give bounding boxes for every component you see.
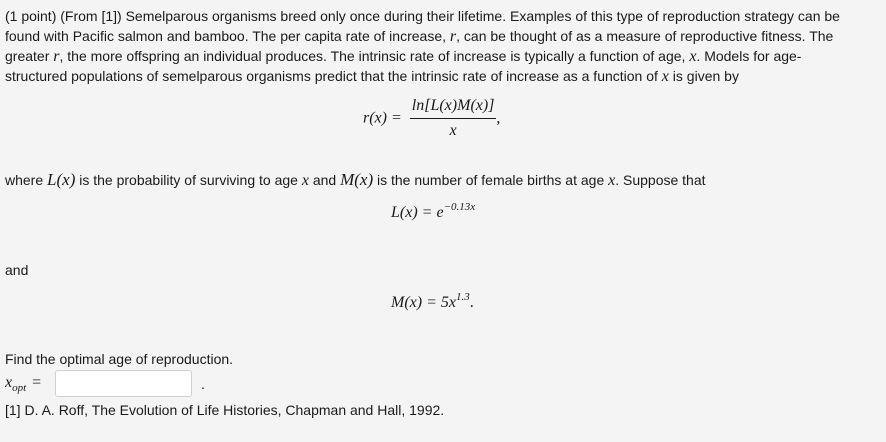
answer-input[interactable]	[55, 370, 192, 397]
intro-line-1	[5, 6, 840, 26]
L-formula-lhs: L(x) = e	[391, 204, 444, 221]
M-formula-period: .	[469, 294, 474, 311]
and-text: and	[5, 262, 29, 278]
M-formula-exponent: 1.3	[455, 291, 470, 303]
where-text-5: . Suppose that	[615, 172, 706, 188]
M-formula	[391, 291, 474, 312]
intro-line-4	[5, 66, 739, 87]
where-text-2: is the probability of surviving to age	[75, 172, 302, 188]
answer-period: .	[201, 376, 205, 392]
intro-line-2	[5, 26, 833, 47]
intro-text-6: . Models for age-	[696, 48, 802, 64]
r-formula-comma: ,	[496, 109, 501, 127]
answer-equals: =	[32, 374, 42, 391]
L-formula-exponent: −0.13x	[443, 201, 476, 213]
intro-line-3	[5, 46, 801, 67]
variable-x: x	[608, 172, 616, 189]
intro-text-7: structured populations of semelparous organisms predict that the intrinsic rate of increase as a function of	[5, 68, 662, 84]
variable-r: r	[449, 28, 457, 45]
r-formula-numerator: ln[L(x)M(x)]	[410, 97, 497, 119]
variable-x: x	[689, 48, 697, 65]
r-formula-fraction	[410, 97, 497, 140]
reference-text: [1] D. A. Roff, The Evolution of Life Histories, Chapman and Hall, 1992.	[5, 402, 445, 418]
variable-x: x	[661, 68, 669, 85]
intro-text-1: (From [1]) Semelparous organisms breed only once during their lifetime. Examples of this type of reproduction strategy can be	[56, 8, 840, 24]
answer-var: x	[5, 374, 13, 391]
intro-text-3: , can be thought of as a measure of reproductive fitness. The	[456, 28, 834, 44]
intro-text-8: is given by	[668, 68, 739, 84]
M-formula-lhs: M(x) = 5x	[391, 294, 456, 311]
M-of-x: M(x)	[340, 170, 374, 189]
L-of-x: L(x)	[47, 170, 76, 189]
variable-r: r	[53, 48, 60, 65]
question-text: Find the optimal age of reproduction.	[5, 351, 234, 367]
where-text-4: is the number of female births at age	[373, 172, 609, 188]
answer-label	[5, 373, 41, 393]
intro-text-4: greater	[5, 48, 54, 64]
points-label: (1 point)	[5, 8, 57, 24]
r-formula	[363, 97, 500, 140]
L-formula	[391, 201, 476, 222]
where-text-1: where	[5, 172, 48, 188]
intro-text-2: found with Pacific salmon and bamboo. The per capita rate of increase,	[5, 28, 450, 44]
where-line	[5, 170, 706, 191]
where-text-3: and	[308, 172, 341, 188]
r-formula-denominator: x	[449, 122, 457, 139]
variable-x: x	[301, 172, 309, 189]
answer-subscript: opt	[12, 382, 27, 394]
intro-text-5: , the more offspring an individual produces. The intrinsic rate of increase is typically a function of age,	[59, 48, 690, 64]
r-formula-lhs: r(x) =	[363, 109, 402, 127]
